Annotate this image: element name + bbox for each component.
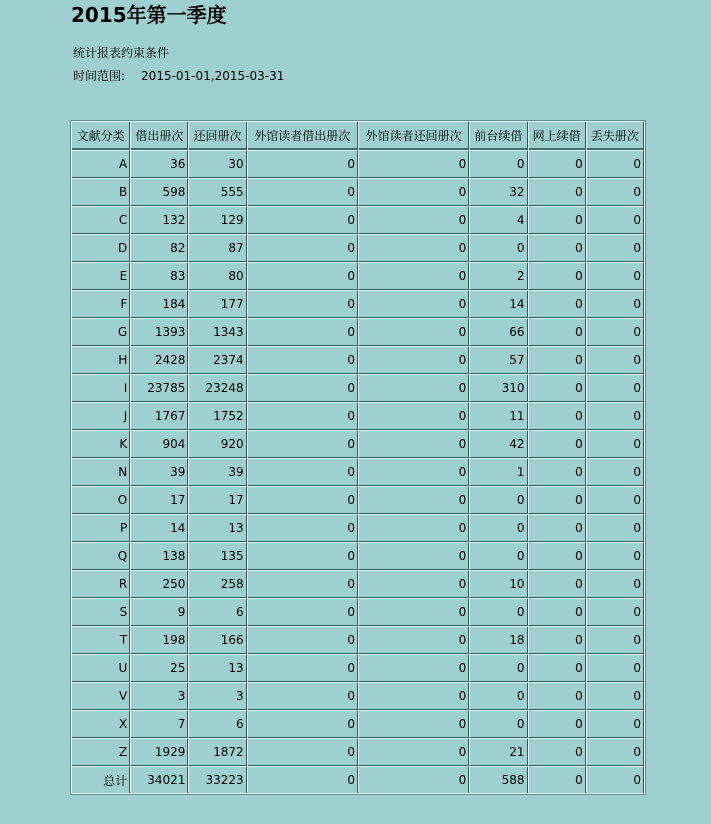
table-cell: 0 [587,151,644,178]
table-cell: 13 [189,655,246,682]
table-cell: 132 [131,207,188,234]
table-cell: 0 [529,655,586,682]
table-row [72,711,644,738]
table-cell: 0 [359,235,469,262]
table-cell: 0 [587,683,644,710]
table-cell: 0 [529,291,586,318]
table-cell: Q [72,543,130,570]
table-cell: 0 [359,347,469,374]
table-cell: 0 [359,319,469,346]
table-cell: 0 [587,627,644,654]
table-cell: 0 [470,487,527,514]
table-cell: J [72,403,130,430]
column-header-category: 文献分类 [72,122,130,150]
table-cell: K [72,431,130,458]
table-cell: 177 [189,291,246,318]
table-row [72,151,644,178]
table-cell: 250 [131,571,188,598]
total-cell: 588 [470,767,527,793]
table-cell: 0 [248,655,358,682]
table-row [72,291,644,318]
table-cell: 0 [587,319,644,346]
table-cell: 0 [359,487,469,514]
table-cell: 83 [131,263,188,290]
table-cell: T [72,627,130,654]
table-cell: Z [72,739,130,766]
table-cell: 2 [470,263,527,290]
table-cell: 0 [470,655,527,682]
table-cell: P [72,515,130,542]
table-cell: 0 [359,179,469,206]
table-cell: 42 [470,431,527,458]
table-row [72,627,644,654]
table-cell: U [72,655,130,682]
table-cell: 80 [189,263,246,290]
table-cell: 0 [470,599,527,626]
table-cell: 0 [248,599,358,626]
table-cell: 0 [587,487,644,514]
table-cell: 66 [470,319,527,346]
table-cell: 0 [529,347,586,374]
total-cell: 0 [529,767,586,793]
table-cell: I [72,375,130,402]
table-cell: 0 [529,459,586,486]
table-row [72,179,644,206]
table-cell: 0 [359,515,469,542]
table-cell: E [72,263,130,290]
table-cell: 0 [248,515,358,542]
table-cell: 17 [131,487,188,514]
table-cell: 0 [359,655,469,682]
table-body [72,151,644,793]
table-cell: 9 [131,599,188,626]
table-cell: 0 [248,543,358,570]
table-row [72,207,644,234]
table-cell: 0 [529,599,586,626]
table-cell: 36 [131,151,188,178]
conditions-label: 统计报表约束条件 [73,46,170,60]
table-cell: 57 [470,347,527,374]
table-cell: 135 [189,543,246,570]
table-row [72,599,644,626]
table-cell: 0 [248,291,358,318]
table-cell: 0 [248,739,358,766]
table-cell: 1752 [189,403,246,430]
total-cell: 0 [587,767,644,793]
table-cell: D [72,235,130,262]
table-cell: 0 [248,459,358,486]
table-cell: 17 [189,487,246,514]
table-cell: 18 [470,627,527,654]
table-cell: 0 [587,655,644,682]
table-cell: 0 [359,543,469,570]
table-row [72,515,644,542]
time-range-value: 2015-01-01,2015-03-31 [141,69,285,83]
table-cell: 166 [189,627,246,654]
table-cell: 14 [470,291,527,318]
table-cell: 0 [248,375,358,402]
table-cell: 0 [587,347,644,374]
table-header-row [72,122,644,150]
table-cell: 0 [529,179,586,206]
table-cell: 0 [587,711,644,738]
table-row [72,235,644,262]
table-row [72,431,644,458]
table-cell: 0 [529,627,586,654]
table-cell: 555 [189,179,246,206]
table-cell: 10 [470,571,527,598]
total-cell: 0 [248,767,358,793]
table-row [72,263,644,290]
table-cell: 6 [189,711,246,738]
table-cell: 7 [131,711,188,738]
total-cell: 33223 [189,767,246,793]
table-cell: 0 [470,683,527,710]
table-row [72,487,644,514]
table-cell: 3 [189,683,246,710]
table-cell: 0 [359,627,469,654]
table-cell: 0 [359,151,469,178]
table-cell: 0 [529,151,586,178]
table-cell: F [72,291,130,318]
table-cell: X [72,711,130,738]
table-cell: 1393 [131,319,188,346]
column-header-external-loaned: 外馆读者借出册次 [248,122,358,150]
table-cell: 23785 [131,375,188,402]
table-cell: 32 [470,179,527,206]
table-cell: 4 [470,207,527,234]
table-cell: 0 [587,403,644,430]
table-cell: 129 [189,207,246,234]
table-cell: 0 [529,571,586,598]
table-cell: 0 [587,291,644,318]
table-cell: 0 [529,403,586,430]
table-cell: N [72,459,130,486]
table-row [72,543,644,570]
table-cell: 0 [248,487,358,514]
table-cell: 310 [470,375,527,402]
table-row [72,375,644,402]
table-cell: G [72,319,130,346]
table-cell: 6 [189,599,246,626]
table-cell: 23248 [189,375,246,402]
total-row [72,767,644,793]
table-cell: 0 [248,319,358,346]
table-cell: 0 [470,711,527,738]
column-header-lost: 丢失册次 [587,122,644,150]
table-cell: 0 [529,319,586,346]
table-cell: 0 [529,431,586,458]
table-cell: 0 [248,207,358,234]
table-cell: 30 [189,151,246,178]
table-cell: 0 [359,431,469,458]
table-cell: 25 [131,655,188,682]
table-cell: 0 [529,375,586,402]
table-cell: 82 [131,235,188,262]
table-cell: 0 [470,515,527,542]
table-cell: 1929 [131,739,188,766]
time-range [73,68,284,84]
column-header-external-returned: 外馆读者还回册次 [359,122,469,150]
table-cell: 0 [529,543,586,570]
table-cell: 1872 [189,739,246,766]
table-cell: 0 [359,683,469,710]
table-cell: 0 [587,571,644,598]
table-cell: 0 [587,515,644,542]
table-row [72,403,644,430]
table-cell: 0 [248,711,358,738]
table-row [72,571,644,598]
table-cell: V [72,683,130,710]
table-cell: 0 [529,207,586,234]
table-cell: 0 [359,571,469,598]
table-cell: 1 [470,459,527,486]
table-cell: 0 [470,543,527,570]
table-cell: O [72,487,130,514]
table-cell: 0 [359,599,469,626]
table-cell: 0 [359,291,469,318]
table-cell: 920 [189,431,246,458]
table-cell: 198 [131,627,188,654]
table-cell: 0 [529,711,586,738]
table-cell: 0 [470,235,527,262]
table-cell: S [72,599,130,626]
table-row [72,347,644,374]
page-title: 2015年第一季度 [71,3,227,27]
table-cell: 598 [131,179,188,206]
column-header-online-renewal: 网上续借 [529,122,586,150]
total-cell: 34021 [131,767,188,793]
time-range-label: 时间范围: [73,69,126,83]
table-cell: 0 [359,207,469,234]
table-cell: 0 [587,599,644,626]
table-cell: 138 [131,543,188,570]
table-cell: 0 [359,263,469,290]
table-cell: 14 [131,515,188,542]
table-cell: 0 [248,683,358,710]
table-cell: 0 [248,627,358,654]
table-cell: 0 [529,739,586,766]
table-cell: 0 [248,571,358,598]
table-cell: A [72,151,130,178]
table-cell: 258 [189,571,246,598]
table-row [72,655,644,682]
table-cell: H [72,347,130,374]
table-cell: 1767 [131,403,188,430]
table-cell: 0 [359,375,469,402]
table-cell: 2374 [189,347,246,374]
table-cell: 11 [470,403,527,430]
column-header-returned: 还回册次 [189,122,246,150]
table-cell: 0 [248,431,358,458]
table-cell: 0 [587,179,644,206]
table-cell: 0 [587,263,644,290]
table-cell: 21 [470,739,527,766]
table-cell: C [72,207,130,234]
table-row [72,459,644,486]
table-row [72,683,644,710]
total-cell: 0 [359,767,469,793]
table-row [72,739,644,766]
table-cell: B [72,179,130,206]
table-cell: 0 [248,347,358,374]
table-cell: 0 [359,459,469,486]
table-cell: 0 [587,375,644,402]
table-cell: 13 [189,515,246,542]
table-cell: 0 [587,235,644,262]
table-cell: 0 [587,459,644,486]
table-cell: 0 [587,207,644,234]
table-cell: 2428 [131,347,188,374]
table-cell: 0 [359,403,469,430]
table-cell: 39 [189,459,246,486]
table-cell: 3 [131,683,188,710]
table-cell: 0 [529,263,586,290]
table-row [72,319,644,346]
column-header-loaned: 借出册次 [131,122,188,150]
table-cell: 39 [131,459,188,486]
table-cell: 0 [529,515,586,542]
table-cell: 0 [248,263,358,290]
total-cell: 总计 [72,767,130,793]
table-cell: 0 [587,543,644,570]
table-cell: 0 [529,487,586,514]
table-cell: 0 [248,151,358,178]
table-cell: 184 [131,291,188,318]
table-cell: 1343 [189,319,246,346]
table-cell: 87 [189,235,246,262]
table-cell: 0 [587,739,644,766]
table-cell: R [72,571,130,598]
table-cell: 0 [529,683,586,710]
table-cell: 0 [359,739,469,766]
column-header-desk-renewal: 前台续借 [470,122,527,150]
table-cell: 0 [248,179,358,206]
table-cell: 0 [248,403,358,430]
table-cell: 0 [248,235,358,262]
table-cell: 0 [587,431,644,458]
statistics-table [70,120,646,795]
table-cell: 904 [131,431,188,458]
table-cell: 0 [529,235,586,262]
table-cell: 0 [470,151,527,178]
table-cell: 0 [359,711,469,738]
